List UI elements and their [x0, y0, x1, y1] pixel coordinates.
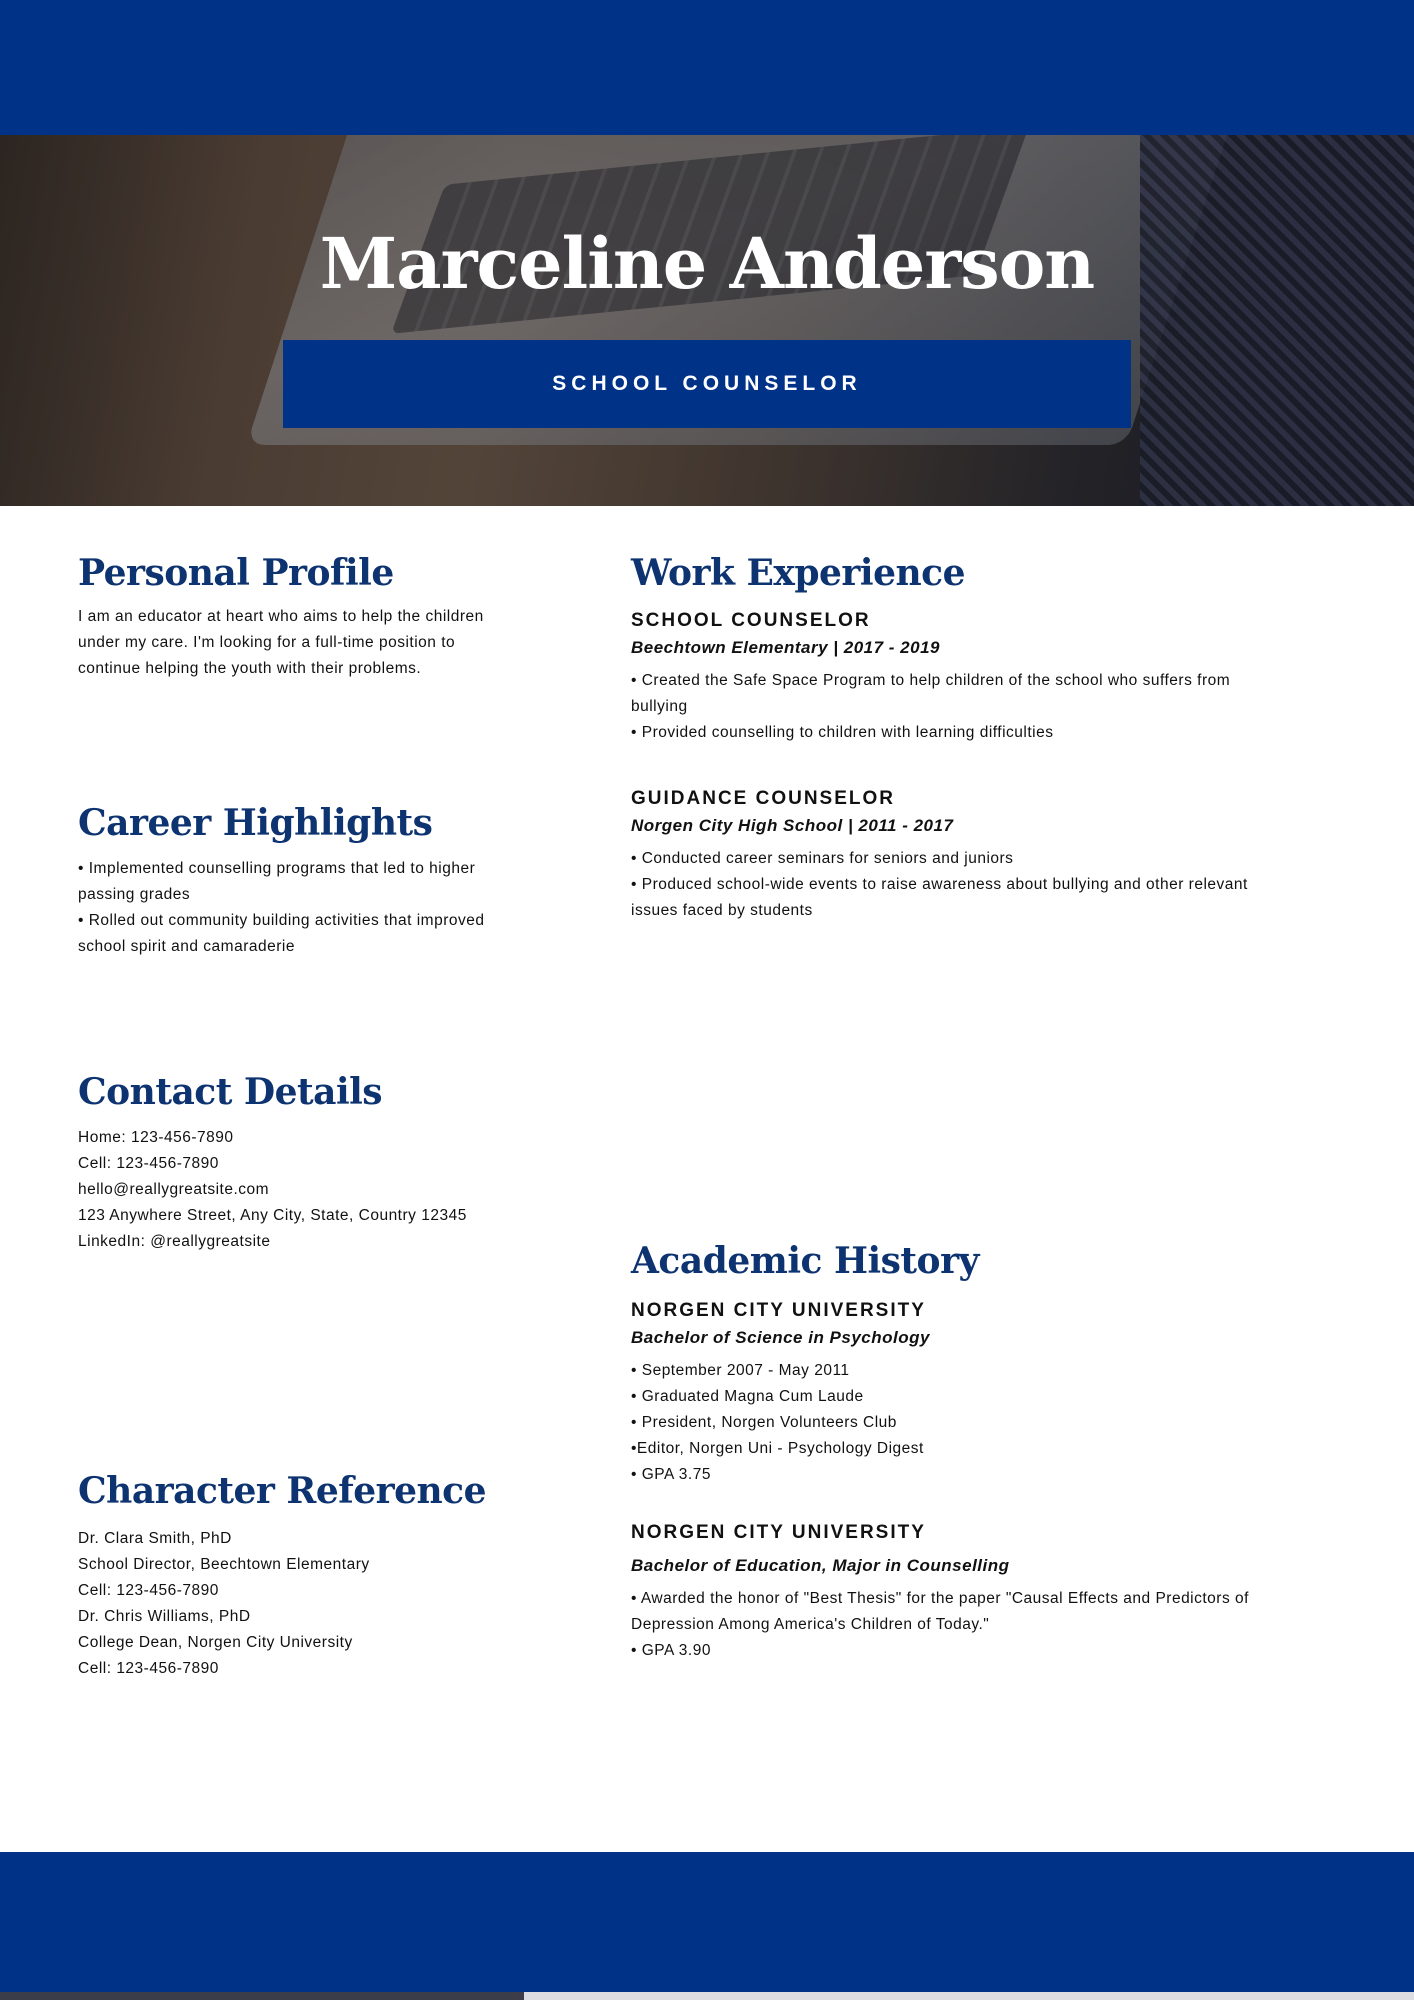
degree: Bachelor of Science in Psychology [631, 1328, 930, 1347]
highlights-line: passing grades [78, 886, 191, 903]
highlights-line: school spirit and camaraderie [78, 938, 295, 955]
work-section [631, 552, 1351, 924]
profile-line: under my care. I'm looking for a full-time position to [78, 634, 456, 651]
contact-line: Cell: 123-456-7890 [78, 1155, 219, 1172]
job-line: issues faced by students [631, 902, 813, 919]
job-entry [631, 610, 1351, 746]
profile-line: continue helping the youth with their problems. [78, 660, 422, 677]
contact-line: hello@reallygreatsite.com [78, 1181, 270, 1198]
job-title: SCHOOL COUNSELOR [631, 610, 871, 631]
footer-band [0, 1852, 1414, 1992]
hero-photo [0, 135, 1414, 506]
school-line: • Awarded the honor of "Best Thesis" for the paper "Causal Effects and Predictors of [631, 1590, 1249, 1607]
header-band [0, 0, 1414, 135]
contact-section [78, 1071, 598, 1255]
job-line: • Produced school-wide events to raise awareness about bullying and other relevant [631, 876, 1248, 893]
school-line: Depression Among America's Children of Today." [631, 1616, 990, 1633]
school-line: • September 2007 - May 2011 [631, 1362, 850, 1379]
profile-heading: Personal Profile [78, 552, 394, 594]
role-banner [283, 340, 1131, 428]
school-line: • President, Norgen Volunteers Club [631, 1414, 897, 1431]
highlights-line: • Implemented counselling programs that led to higher [78, 860, 476, 877]
job-line: • Provided counselling to children with learning difficulties [631, 724, 1054, 741]
reference-line: Dr. Clara Smith, PhD [78, 1530, 232, 1547]
school-line: •Editor, Norgen Uni - Psychology Digest [631, 1440, 924, 1457]
contact-heading: Contact Details [78, 1071, 383, 1113]
reference-section [78, 1470, 598, 1682]
highlights-heading: Career Highlights [78, 802, 433, 844]
reference-line: School Director, Beechtown Elementary [78, 1556, 370, 1573]
reference-heading: Character Reference [78, 1470, 486, 1512]
job-line: • Conducted career seminars for seniors and juniors [631, 850, 1014, 867]
candidate-name: Marceline Anderson [319, 222, 1095, 305]
job-title: GUIDANCE COUNSELOR [631, 788, 896, 809]
job-employer: Norgen City High School | 2011 - 2017 [631, 816, 954, 835]
highlights-section [78, 802, 578, 960]
school-name: NORGEN CITY UNIVERSITY [631, 1300, 926, 1321]
scrollbar-thumb[interactable] [0, 1992, 524, 2000]
academic-heading: Academic History [631, 1240, 979, 1282]
contact-line: LinkedIn: @reallygreatsite [78, 1233, 271, 1250]
school-name: NORGEN CITY UNIVERSITY [631, 1522, 926, 1543]
work-heading: Work Experience [631, 552, 965, 594]
job-entry [631, 788, 1351, 924]
academic-section [631, 1240, 1351, 1664]
job-line: bullying [631, 698, 688, 715]
school-entry [631, 1300, 1351, 1488]
profile-section [78, 552, 578, 682]
school-line: • GPA 3.75 [631, 1466, 711, 1483]
school-entry [631, 1522, 1351, 1664]
degree: Bachelor of Education, Major in Counselling [631, 1556, 1010, 1575]
school-line: • Graduated Magna Cum Laude [631, 1388, 864, 1405]
reference-line: Dr. Chris Williams, PhD [78, 1608, 251, 1625]
reference-line: Cell: 123-456-7890 [78, 1582, 219, 1599]
job-line: • Created the Safe Space Program to help children of the school who suffers from [631, 672, 1231, 689]
school-line: • GPA 3.90 [631, 1642, 711, 1659]
reference-line: College Dean, Norgen City University [78, 1634, 353, 1651]
contact-line: 123 Anywhere Street, Any City, State, Country 12345 [78, 1207, 467, 1224]
profile-line: I am an educator at heart who aims to help the children [78, 608, 484, 625]
role-title: SCHOOL COUNSELOR [552, 372, 862, 395]
contact-line: Home: 123-456-7890 [78, 1129, 234, 1146]
highlights-line: • Rolled out community building activities that improved [78, 912, 485, 929]
reference-line: Cell: 123-456-7890 [78, 1660, 219, 1677]
job-employer: Beechtown Elementary | 2017 - 2019 [631, 638, 941, 657]
